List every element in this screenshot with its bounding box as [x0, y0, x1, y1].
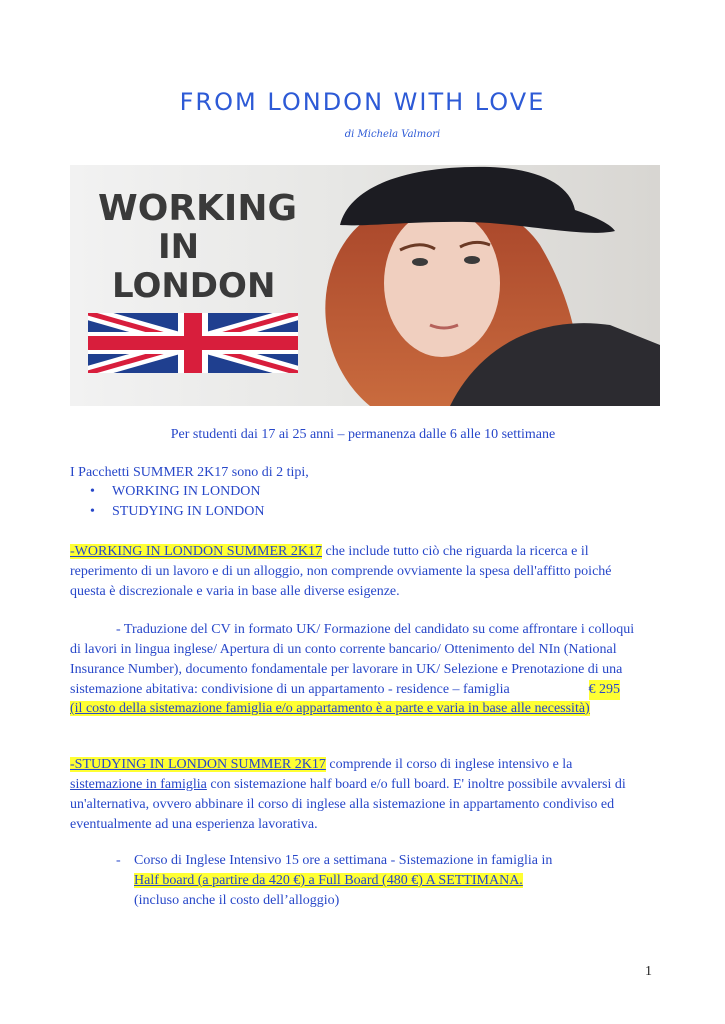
banner-illustration — [70, 165, 660, 406]
intro-line: Per studenti dai 17 ai 25 anni – permanenza dalle 6 alle 10 settimane — [170, 427, 556, 442]
working-intro-line2: reperimento di un lavoro e di un alloggio, non comprende ovviamente la spesa dell'affitto poiché — [70, 564, 612, 579]
working-heading: -WORKING IN LONDON SUMMER 2K17 — [70, 544, 322, 559]
banner-text-in: IN — [158, 227, 200, 267]
working-services-line4: sistemazione abitativa: condivisione di un appartamento - residence – famiglia € 295 — [70, 680, 656, 700]
course-line3: (incluso anche il costo dell’alloggio) — [134, 893, 340, 908]
working-note: (il costo della sistemazione famiglia e/o appartamento è a parte e varia in base alle necessità) — [70, 701, 590, 716]
packages-list — [90, 482, 264, 522]
course-line2: Half board (a partire da 420 €) a Full Board (480 €) A SETTIMANA. — [134, 873, 523, 888]
working-intro-line3: questa è discrezionale e varia in base alle diverse esigenze. — [70, 584, 400, 599]
host-family-link[interactable]: sistemazione in famiglia — [70, 777, 207, 792]
studying-intro-line2: sistemazione in famiglia con sistemazione half board e/o full board. E' inoltre possibile avvalersi di — [70, 777, 626, 792]
bullet-icon: • — [90, 484, 95, 499]
working-services-line2: di lavori in lingua inglese/ Apertura di un conto corrente bancario/ Ottenimento del NIn (National — [70, 642, 617, 657]
studying-heading: -STUDYING IN LONDON SUMMER 2K17 — [70, 757, 326, 772]
course-line1: Corso di Inglese Intensivo 15 ore a settimana - Sistemazione in famiglia in — [134, 853, 553, 868]
working-services-line3: Insurance Number), documento fondamentale per lavorare in UK/ Selezione e Prenotazione di una — [70, 662, 623, 677]
list-item: • STUDYING IN LONDON — [90, 502, 264, 522]
list-item: • WORKING IN LONDON — [90, 482, 264, 502]
author-byline: di Michela Valmori — [344, 129, 441, 140]
page-number: 1 — [645, 964, 652, 979]
working-price: € 295 — [589, 680, 621, 700]
studying-intro-line4: eventualmente ad una esperienza lavorativa. — [70, 817, 318, 832]
working-services-line1: - Traduzione del CV in formato UK/ Formazione del candidato su come affrontare i colloqui — [116, 622, 635, 637]
working-in-london-banner — [70, 165, 660, 406]
bullet-icon: • — [90, 504, 95, 519]
studying-intro-line1: -STUDYING IN LONDON SUMMER 2K17 comprende il corso di inglese intensivo e la — [70, 757, 573, 772]
banner-text-london: LONDON — [112, 266, 276, 306]
banner-text-working: WORKING — [98, 188, 298, 229]
packages-lead: I Pacchetti SUMMER 2K17 sono di 2 tipi, — [70, 465, 309, 480]
studying-intro-line3: un'alternativa, ovvero abbinare il corso di inglese alla sistemazione in appartamento condiviso ed — [70, 797, 615, 812]
working-intro-line1: -WORKING IN LONDON SUMMER 2K17 che include tutto ciò che riguarda la ricerca e il — [70, 544, 589, 559]
dash-bullet-icon: - — [116, 853, 121, 868]
page-title: FROM LONDON WITH LOVE — [179, 88, 546, 116]
union-jack-flag-icon — [88, 313, 298, 373]
